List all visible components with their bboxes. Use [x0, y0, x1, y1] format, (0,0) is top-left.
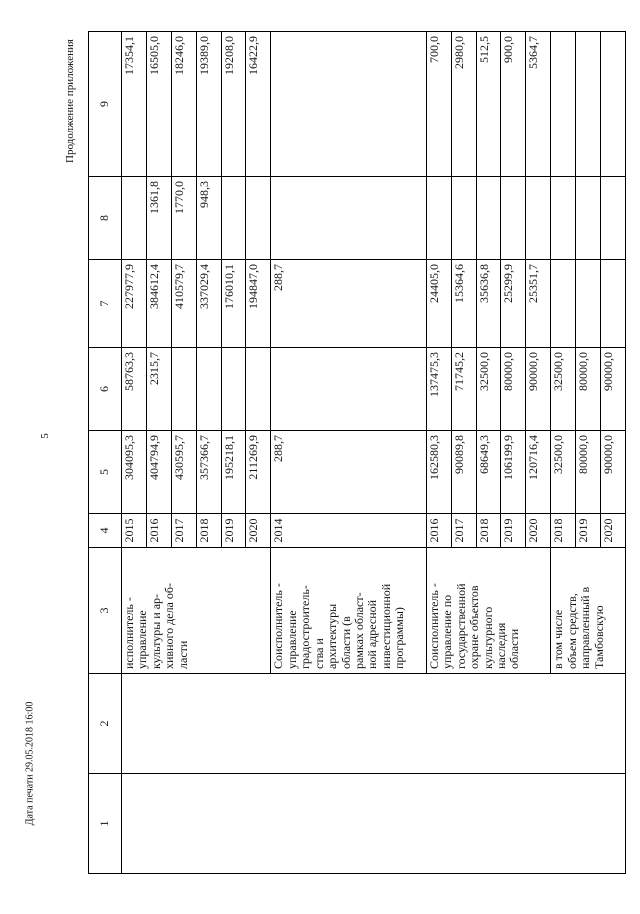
value-cell-6: 137475,3	[426, 348, 451, 431]
executor-cell	[122, 548, 271, 674]
executor-line: культурного	[480, 606, 495, 669]
year-cell: 2018	[551, 514, 576, 548]
value-cell-9	[576, 32, 601, 177]
executor-cell	[551, 548, 626, 674]
executor-line: программы)	[392, 607, 407, 669]
value-cell-6	[196, 348, 221, 431]
year-cell: 2020	[526, 514, 551, 548]
value-cell-7: 288,7	[271, 260, 426, 348]
value-cell-8	[551, 177, 576, 260]
value-cell-8	[426, 177, 451, 260]
year-cell: 2016	[426, 514, 451, 548]
value-cell-7: 176010,1	[221, 260, 246, 348]
executor-line: градостроитель-	[298, 585, 313, 669]
executor-line: объем средств,	[564, 593, 579, 669]
value-cell-6: 80000,0	[576, 348, 601, 431]
value-cell-6: 32500,0	[476, 348, 501, 431]
value-cell-9: 900,0	[501, 32, 526, 177]
value-cell-5: 120716,4	[526, 431, 551, 514]
value-cell-7: 25351,7	[526, 260, 551, 348]
value-cell-9: 16422,9	[246, 32, 271, 177]
value-cell-5: 162580,3	[426, 431, 451, 514]
year-cell: 2020	[246, 514, 271, 548]
column-header: 6	[89, 348, 122, 431]
value-cell-8	[501, 177, 526, 260]
value-cell-6: 2315,7	[146, 348, 171, 431]
column-header: 7	[89, 260, 122, 348]
value-cell-8	[526, 177, 551, 260]
value-cell-7: 227977,9	[122, 260, 147, 348]
value-cell-8	[451, 177, 476, 260]
year-cell: 2019	[221, 514, 246, 548]
value-cell-7	[551, 260, 576, 348]
value-cell-5: 80000,0	[576, 431, 601, 514]
value-cell-5: 430595,7	[171, 431, 196, 514]
value-cell-9: 19208,0	[221, 32, 246, 177]
value-cell-9	[601, 32, 626, 177]
print-date: Дата печати 29.05.2018 16:00	[24, 701, 36, 826]
value-cell-9	[551, 32, 576, 177]
value-cell-6	[246, 348, 271, 431]
value-cell-5: 404794,9	[146, 431, 171, 514]
value-cell-7: 25299,9	[501, 260, 526, 348]
value-cell-6: 58763,3	[122, 348, 147, 431]
value-cell-5: 357366,7	[196, 431, 221, 514]
value-cell-8: 1770,0	[171, 177, 196, 260]
column-header: 1	[89, 774, 122, 874]
value-cell-5: 195218,1	[221, 431, 246, 514]
executor-cell	[426, 548, 550, 674]
executor-line: управление по	[440, 594, 455, 669]
value-cell-7: 194847,0	[246, 260, 271, 348]
executor-line: наследия	[493, 622, 508, 669]
year-cell: 2017	[171, 514, 196, 548]
value-cell-9: 5364,7	[526, 32, 551, 177]
value-cell-5: 288,7	[271, 431, 426, 514]
executor-line: управление	[284, 610, 299, 669]
executor-line: архитектуры	[325, 603, 340, 669]
table-row	[122, 32, 147, 874]
executor-line: ства и	[311, 638, 326, 669]
table-rotated-container	[88, 32, 626, 874]
year-cell: 2019	[576, 514, 601, 548]
value-cell-7: 384612,4	[146, 260, 171, 348]
value-cell-9: 700,0	[426, 32, 451, 177]
executor-line: культуры и ар-	[148, 593, 163, 669]
executor-line: области	[507, 628, 522, 669]
executor-line: ной адресной	[365, 599, 380, 669]
executor-line: управление	[135, 610, 150, 669]
value-cell-9: 18246,0	[171, 32, 196, 177]
value-cell-8	[476, 177, 501, 260]
executor-line: Тамбовскую	[591, 605, 606, 669]
value-cell-7: 410579,7	[171, 260, 196, 348]
value-cell-9: 512,5	[476, 32, 501, 177]
value-cell-9: 17354,1	[122, 32, 147, 177]
column-header: 2	[89, 674, 122, 774]
value-cell-8	[246, 177, 271, 260]
value-cell-8: 1361,8	[146, 177, 171, 260]
year-cell: 2015	[122, 514, 147, 548]
cell-col2	[122, 674, 626, 774]
value-cell-6	[221, 348, 246, 431]
header-row	[89, 32, 122, 874]
value-cell-5: 68649,3	[476, 431, 501, 514]
value-cell-6: 90000,0	[601, 348, 626, 431]
value-cell-6	[271, 348, 426, 431]
value-cell-8	[271, 177, 426, 260]
value-cell-7: 337029,4	[196, 260, 221, 348]
year-cell: 2018	[476, 514, 501, 548]
executor-cell	[271, 548, 426, 674]
value-cell-5: 211269,9	[246, 431, 271, 514]
table-frame	[88, 32, 626, 874]
value-cell-9: 16505,0	[146, 32, 171, 177]
executor-line: охране объектов	[467, 585, 482, 669]
value-cell-5: 304095,3	[122, 431, 147, 514]
value-cell-5: 90089,8	[451, 431, 476, 514]
value-cell-8	[601, 177, 626, 260]
value-cell-9: 19389,0	[196, 32, 221, 177]
year-cell: 2014	[271, 514, 426, 548]
executor-line: в том числе	[551, 609, 566, 669]
value-cell-6: 32500,0	[551, 348, 576, 431]
value-cell-5: 32500,0	[551, 431, 576, 514]
value-cell-5: 90000,0	[601, 431, 626, 514]
executor-line: инвестиционной	[378, 583, 393, 669]
value-cell-7	[601, 260, 626, 348]
year-cell: 2017	[451, 514, 476, 548]
value-cell-7	[576, 260, 601, 348]
value-cell-6: 71745,2	[451, 348, 476, 431]
value-cell-5: 106199,9	[501, 431, 526, 514]
year-cell: 2019	[501, 514, 526, 548]
value-cell-7: 24405,0	[426, 260, 451, 348]
year-cell: 2016	[146, 514, 171, 548]
executor-line: рамках област-	[351, 592, 366, 669]
value-cell-6	[171, 348, 196, 431]
column-header: 4	[89, 514, 122, 548]
executor-line: области (в	[338, 616, 353, 669]
budget-table	[88, 31, 626, 874]
executor-line: ласти	[175, 640, 190, 669]
value-cell-6: 80000,0	[501, 348, 526, 431]
executor-line: исполнитель -	[122, 597, 136, 669]
year-cell: 2020	[601, 514, 626, 548]
executor-line: государственной	[453, 583, 468, 669]
executor-line: Соисполнитель -	[426, 583, 441, 669]
value-cell-8: 948,3	[196, 177, 221, 260]
cell-col1	[122, 774, 626, 874]
column-header: 5	[89, 431, 122, 514]
column-header: 9	[89, 32, 122, 177]
executor-line: хивного дела об-	[162, 583, 177, 669]
column-header: 3	[89, 548, 122, 674]
continuation-label: Продолжение приложения	[64, 39, 76, 163]
value-cell-7: 35636,8	[476, 260, 501, 348]
value-cell-6: 90000,0	[526, 348, 551, 431]
column-header: 8	[89, 177, 122, 260]
executor-line: направленный в	[578, 586, 593, 669]
year-cell: 2018	[196, 514, 221, 548]
value-cell-8	[122, 177, 147, 260]
value-cell-9: 2980,0	[451, 32, 476, 177]
page-number: 5	[38, 433, 51, 439]
executor-line: Соисполнитель -	[271, 583, 286, 669]
value-cell-9	[271, 32, 426, 177]
value-cell-7: 15364,6	[451, 260, 476, 348]
value-cell-8	[221, 177, 246, 260]
value-cell-8	[576, 177, 601, 260]
